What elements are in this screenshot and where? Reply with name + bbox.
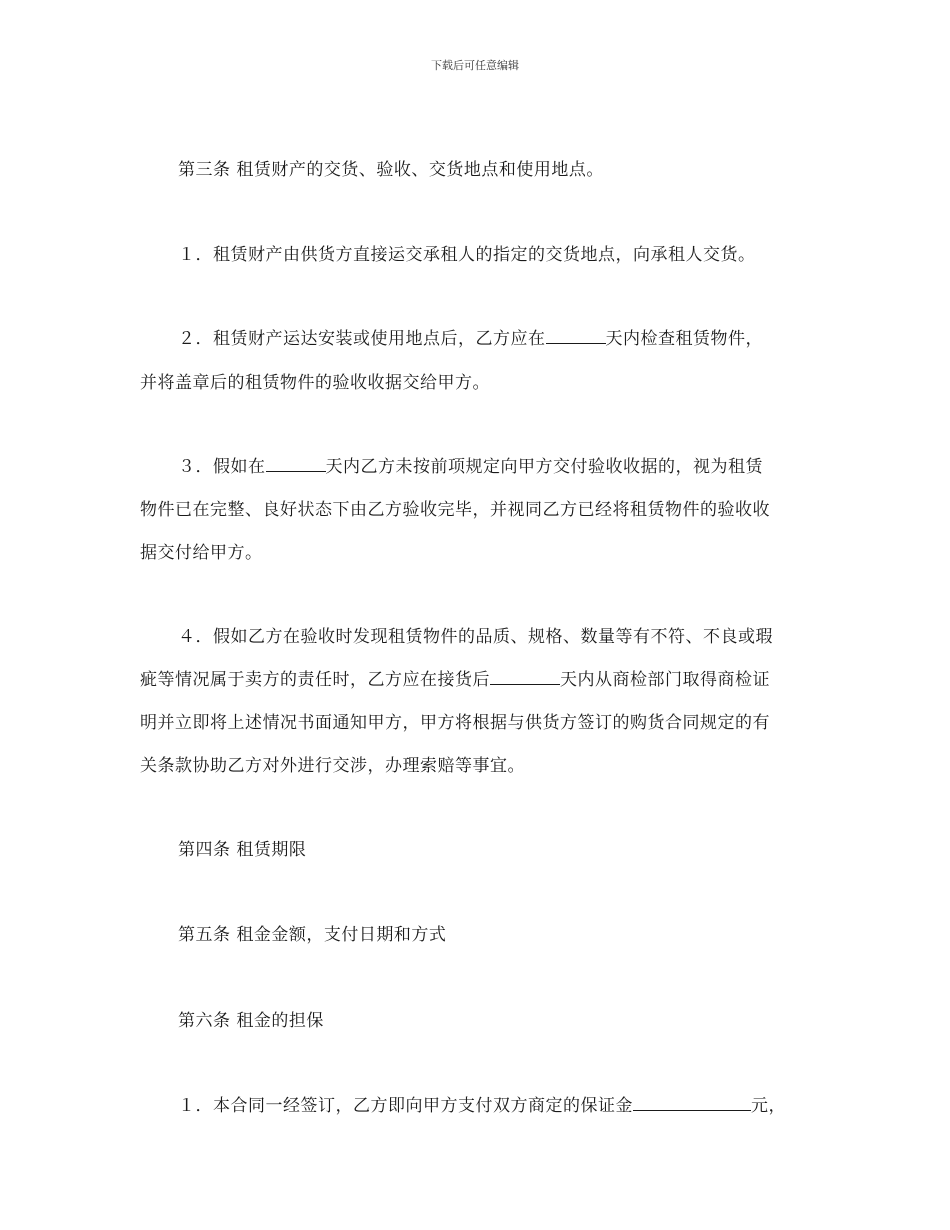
- article-3-item-3-line-2: 物件已在完整、良好状态下由乙方验收完毕，并视同乙方已经将租赁物件的验收收: [140, 500, 770, 520]
- article-3-item-2-line-2: 并将盖章后的租赁物件的验收收据交给甲方。: [140, 373, 490, 393]
- article-3-item-2-line-1: [178, 324, 763, 349]
- article-6-title: 第六条 租金的担保: [178, 1011, 324, 1031]
- fill-blank: [633, 1096, 751, 1111]
- text-segment: ２．租赁财产运达安装或使用地点后，乙方应在: [178, 329, 546, 349]
- fill-blank: [490, 670, 560, 685]
- article-3-item-1: １．租赁财产由供货方直接运交承租人的指定的交货地点，向承租人交货。: [178, 245, 756, 265]
- article-3-item-4-line-1: ４．假如乙方在验收时发现租赁物件的品质、规格、数量等有不符、不良或瑕: [178, 627, 773, 647]
- text-segment: １．本合同一经签订，乙方即向甲方支付双方商定的保证金: [178, 1096, 633, 1116]
- article-4-title: 第四条 租赁期限: [178, 840, 307, 860]
- article-3-item-4-line-4: 关条款协助乙方对外进行交涉，办理索赔等事宜。: [140, 756, 525, 776]
- text-segment: 疵等情况属于卖方的责任时，乙方应在接货后: [140, 670, 490, 690]
- text-segment: 天内从商检部门取得商检证: [560, 670, 770, 690]
- article-3-item-3-line-1: [178, 452, 763, 477]
- text-segment: 元，: [751, 1096, 786, 1116]
- article-5-title: 第五条 租金金额，支付日期和方式: [178, 925, 447, 945]
- text-segment: 天内检查租赁物件，: [605, 329, 763, 349]
- header-note: 下载后可任意编辑: [431, 59, 519, 72]
- article-3-item-4-line-3: 明并立即将上述情况书面通知甲方，甲方将根据与供货方签订的购货合同规定的有: [140, 713, 770, 733]
- text-segment: ３．假如在: [178, 457, 266, 477]
- fill-blank: [266, 457, 326, 472]
- article-3-title: 第三条 租赁财产的交货、验收、交货地点和使用地点。: [178, 160, 604, 180]
- article-6-item-1: [178, 1091, 786, 1116]
- text-segment: 天内乙方未按前项规定向甲方交付验收收据的，视为租赁: [325, 457, 763, 477]
- fill-blank: [546, 329, 606, 344]
- article-3-item-4-line-2: [140, 665, 770, 690]
- article-3-item-3-line-3: 据交付给甲方。: [140, 543, 263, 563]
